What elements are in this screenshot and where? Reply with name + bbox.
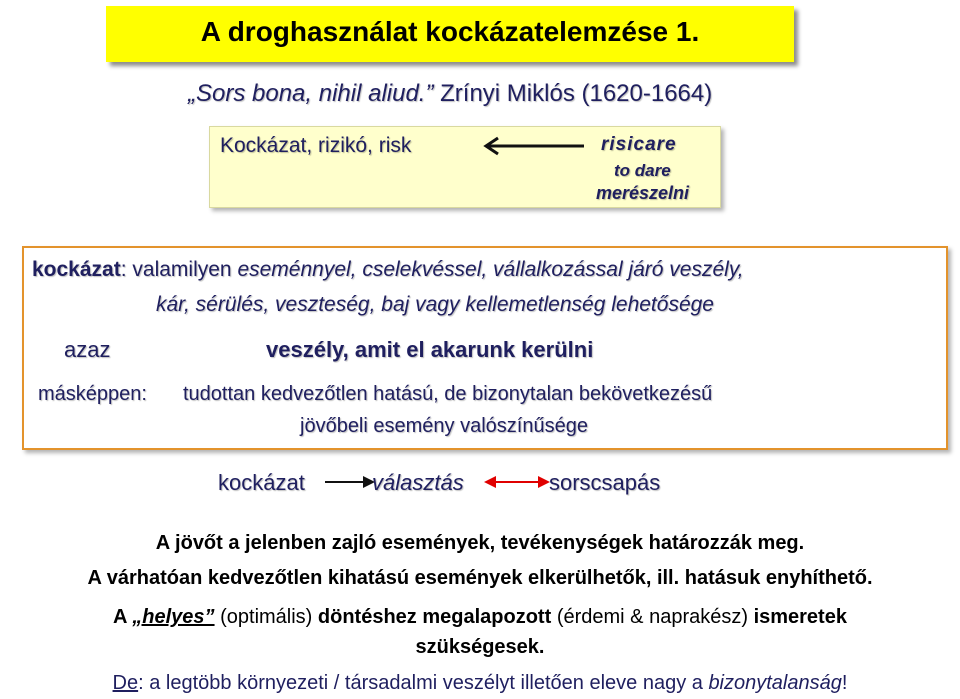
chain-right: sorscsapás — [549, 470, 661, 495]
definition-line-1-italic: eseménnyel, cselekvéssel, vállalkozással járó veszély, — [237, 258, 744, 281]
left-arrow-icon — [480, 136, 585, 156]
risk-label: Kockázat, rizikó, risk — [220, 134, 412, 157]
bl3-ismeretek: ismeretek — [753, 606, 847, 628]
azaz-text: veszély, amit el akarunk kerülni — [266, 337, 594, 362]
double-arrow-icon — [484, 474, 550, 490]
risk-english: to dare — [614, 161, 671, 180]
bl5-end: ! — [841, 672, 848, 694]
risk-origin-word: risicare — [601, 134, 677, 155]
quote-latin: „Sors bona, nihil aliud.” — [188, 80, 434, 107]
alt-line-1: tudottan kedvezőtlen hatású, de bizonytalan bekövetkezésű — [183, 383, 713, 405]
quote-line — [188, 80, 712, 108]
alt-line-2: jövőbeli esemény valószínűsége — [300, 415, 588, 437]
risk-hungarian: merészelni — [596, 183, 690, 203]
bl5-de: De — [112, 672, 139, 694]
azaz-label: azaz — [64, 337, 111, 362]
bottom-line-4: szükségesek. — [415, 636, 545, 658]
bottom-line-5 — [0, 672, 960, 695]
quote-author: Zrínyi Miklós (1620-1664) — [440, 80, 713, 107]
alt-label: másképpen: — [38, 383, 147, 405]
bl3-helyes: „helyes” — [132, 606, 215, 628]
bottom-line-1: A jövőt a jelenben zajló események, tevékenységek határozzák meg. — [155, 532, 805, 554]
chain-middle: választás — [372, 470, 464, 495]
bl3-a: A — [113, 606, 133, 628]
right-arrow-icon — [325, 474, 375, 490]
bottom-line-2: A várhatóan kedvezőtlen kihatású események elkerülhetők, ill. hatásuk enyhíthető. — [87, 567, 873, 589]
bl3-erdemi: (érdemi & naprakész) — [551, 606, 754, 628]
definition-term: kockázat — [32, 258, 121, 281]
slide-title: A droghasználat kockázatelemzése 1. — [200, 16, 700, 47]
title-box — [106, 6, 794, 62]
bl3-dontes: döntéshez megalapozott — [317, 606, 552, 628]
bl5-main: : a legtöbb környezeti / társadalmi veszélyt illetően eleve nagy a — [138, 672, 709, 694]
definition-line-1 — [32, 258, 744, 282]
definition-intro: : valamilyen — [120, 258, 238, 281]
bl3-opt: (optimális) — [214, 606, 318, 628]
bl5-bizonytalansag: bizonytalanság — [708, 672, 842, 694]
bottom-line-3 — [0, 606, 960, 629]
definition-line-2: kár, sérülés, veszteség, baj vagy kellemetlenség lehetősége — [156, 293, 714, 316]
chain-left: kockázat — [218, 470, 305, 495]
